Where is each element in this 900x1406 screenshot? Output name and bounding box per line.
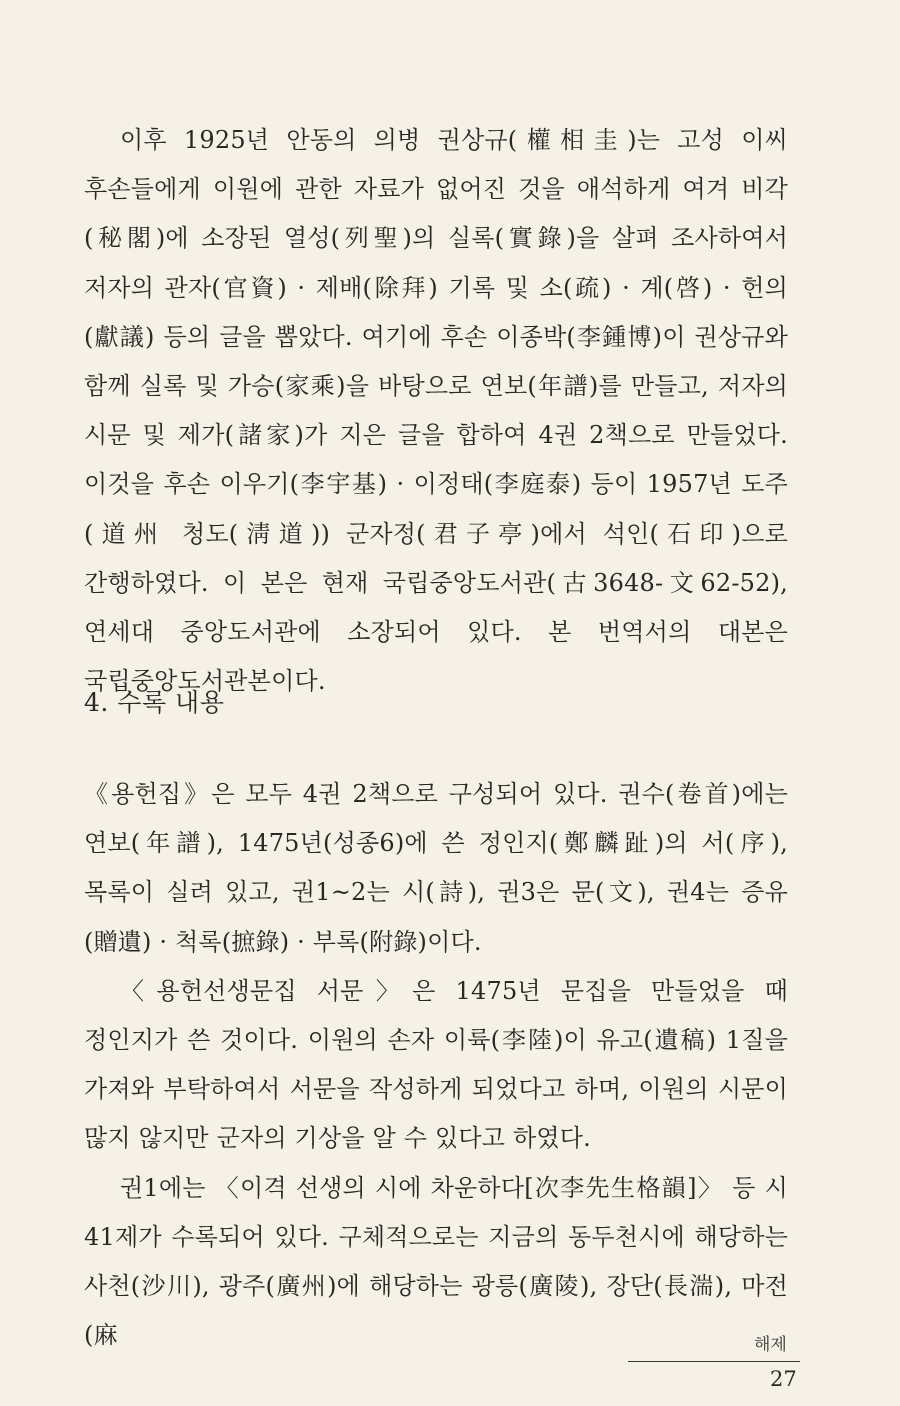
paragraph-composition: 《용헌집》은 모두 4권 2책으로 구성되어 있다. 권수(卷首)에는 연보(年譜), 1475년(성종6)에 쓴 정인지(鄭麟趾)의 서(序), 목록이 실려 있고, 권1~2는 시(詩), 권3은 문(文), 권4는 증유(贈遺) · 척록(摭錄) · 부록(附錄)이다. bbox=[84, 780, 788, 956]
paragraph-volume-one: 권1에는 〈이격 선생의 시에 차운하다[次李先生格韻]〉 등 시 41제가 수록되어 있다. 구체적으로는 지금의 동두천시에 해당하는 사천(沙川), 광주(廣州)에 해당하는 광릉(廣陵), 장단(長湍), 마전(麻 bbox=[84, 1173, 788, 1350]
paragraph-preface: 〈용헌선생문집 서문〉은 1475년 문집을 만들었을 때 정인지가 쓴 것이다. 이원의 손자 이륙(李陸)이 유고(遺稿) 1질을 가져와 부탁하여서 서문을 작성하게 되었다고 하며, 이원의 시문이 많지 않지만 군자의 기상을 알 수 있다고 하였다. bbox=[84, 976, 788, 1153]
footer-rule bbox=[628, 1361, 800, 1362]
page-number: 27 bbox=[770, 1367, 797, 1391]
running-footer-label: 해제 bbox=[754, 1335, 787, 1355]
body-text-bottom bbox=[84, 770, 788, 1360]
paragraph-publication-history: 이후 1925년 안동의 의병 권상규(權相圭)는 고성 이씨 후손들에게 이원에 관한 자료가 없어진 것을 애석하게 여겨 비각(秘閣)에 소장된 열성(列聖)의 실록(實錄)을 살펴 조사하여서 저자의 관자(官資) · 제배(除拜) 기록 및 소(疏) · 계(啓) · 헌의(獻議) 등의 글을 뽑았다. 여기에 후손 이종박(李鍾博)이 권상규와 함께 실록 및 가승(家乘)을 바탕으로 연보(年譜)를 만들고, 저자의 시문 및 제가(諸家)가 지은 글을 합하여 4권 2책으로 만들었다. 이것을 후손 이우기(李宇基) · 이정태(李庭泰) 등이 1957년 도주(道州 청도(淸道)) 군자정(君子亭)에서 석인(石印)으로 간행하였다. 이 본은 현재 국립중앙도서관(古3648-文62-52), 연세대 중앙도서관에 소장되어 있다. 본 번역서의 대본은 국립중앙도서관본이다. bbox=[84, 126, 788, 696]
body-text-top bbox=[84, 116, 788, 706]
section-heading: 4. 수록 내용 bbox=[84, 688, 225, 717]
